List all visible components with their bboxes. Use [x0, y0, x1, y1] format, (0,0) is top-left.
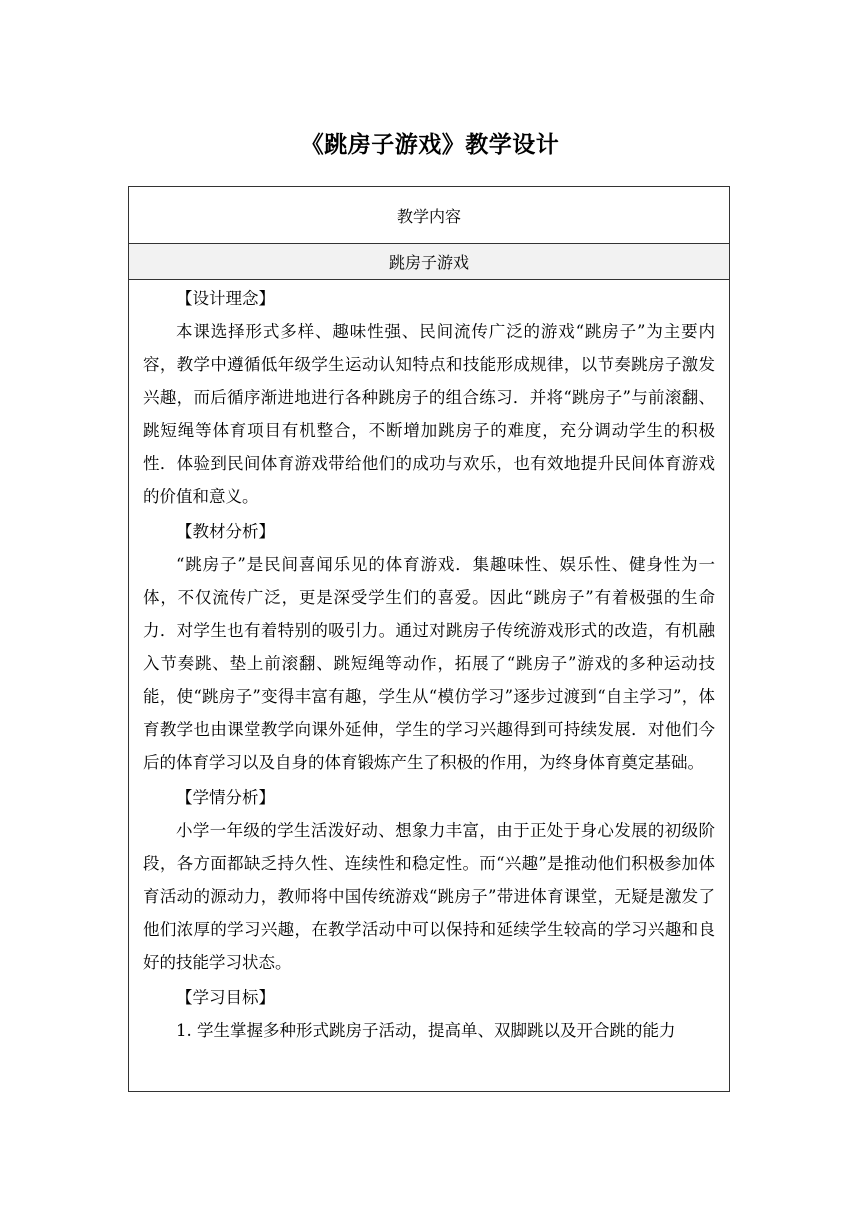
section-heading-design-concept: 【设计理念】	[176, 289, 275, 308]
topic-cell	[129, 244, 729, 280]
section-text-material-analysis: “跳房子”是民间喜闻乐见的体育游戏．集趣味性、娱乐性、健身性为一体，不仅流传广泛，更是深受学生们的喜爱。因此“跳房子”有着极强的生命力．对学生也有着特别的吸引力。通过对跳房子传统游戏形式的改造，有机融入节奏跳、垫上前滚翻、跳短绳等动作，拓展了“跳房子”游戏的多种运动技能，使“跳房子”变得丰富有趣，学生从“模仿学习”逐步过渡到“自主学习”，体育教学也由课堂教学向课外延伸，学生的学习兴趣得到可持续发展．对他们今后的体育学习以及自身的体育锻炼产生了积极的作用，为终身体育奠定基础。	[143, 555, 715, 772]
topic-text: 跳房子游戏	[388, 253, 469, 272]
section-heading-learning-objectives: 【学习目标】	[176, 988, 275, 1007]
section-heading-material-analysis: 【教材分析】	[176, 522, 275, 541]
section-text-design-concept: 本课选择形式多样、趣味性强、民间流传广泛的游戏“跳房子”为主要内容，教学中遵循低年级学生运动认知特点和技能形成规律，以节奏跳房子激发兴趣，而后循序渐进地进行各种跳房子的组合练习．并将“跳房子”与前滚翻、跳短绳等体育项目有机整合，不断增加跳房子的难度，充分调动学生的积极性．体验到民间体育游戏带给他们的成功与欢乐，也有效地提升民间体育游戏的价值和意义。	[143, 322, 715, 506]
lesson-table	[128, 186, 730, 1092]
content-cell	[129, 282, 729, 1047]
table-header-cell	[129, 187, 729, 244]
section-text-student-analysis: 小学一年级的学生活泼好动、想象力丰富，由于正处于身心发展的初级阶段，各方面都缺乏持久性、连续性和稳定性。而“兴趣”是推动他们积极参加体育活动的源动力，教师将中国传统游戏“跳房子”带进体育课堂，无疑是激发了他们浓厚的学习兴趣，在教学活动中可以保持和延续学生较高的学习兴趣和良好的技能学习状态。	[143, 821, 715, 972]
objective-item-1: 1. 学生掌握多种形式跳房子活动，提高单、双脚跳以及开合跳的能力	[176, 1021, 676, 1040]
section-heading-student-analysis: 【学情分析】	[176, 788, 275, 807]
document-title: 《跳房子游戏》教学设计	[300, 132, 560, 158]
table-header-text: 教学内容	[396, 206, 461, 226]
